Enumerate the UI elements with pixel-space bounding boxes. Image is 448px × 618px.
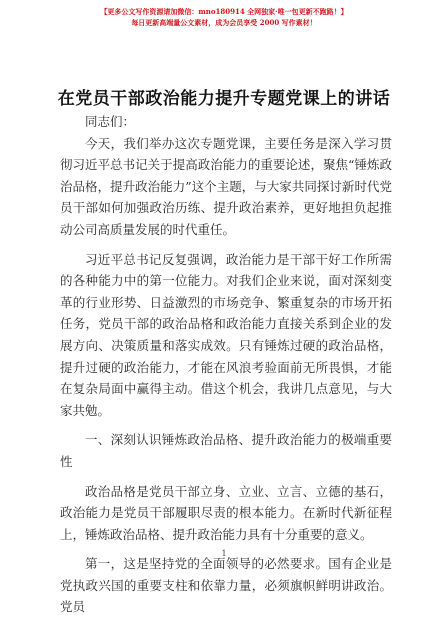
paragraph-2: 习近平总书记反复强调，政治能力是干部干好工作所需的各种能力中的第一位能力。对我们企业来说，面对深刻变革的行业形势、日益激烈的市场竞争、繁重复杂的市场开拓任务，党员干部的政治品格和政治能力直接关系到企业的发展方向、决策质量和落实成效。只有锤炼过硬的政治品格，提升过硬的政治能力，才能在风浪考验面前无所畏惧，才能在复杂局面中赢得主动。借这个机会，我讲几点意见，与大家共勉。 [60,251,392,418]
document-body [60,111,392,618]
promo-banner [0,6,448,28]
section-paragraph-2: 第一，这是坚持党的全面领导的必然要求。国有企业是党执政兴国的重要支柱和依靠力量，必须旗帜鲜明讲政治。党员 [60,556,392,615]
promo-banner-line-1: 【更多公文写作资源请加微信：mno180914 全网独家·唯一包更新不跑路！】 [100,7,348,16]
section-paragraph-1: 政治品格是党员干部立身、立业、立言、立德的基石，政治能力是党员干部履职尽责的根本能力。在新时代新征程上，锤炼政治品格、提升政治能力具有十分重要的意义。 [60,483,392,542]
greeting: 同志们： [85,114,136,129]
promo-banner-line-2: 每日更新高端量公文素材，成为会员享受 2000 写作素材！ [131,18,317,27]
document-title: 在党员干部政治能力提升专题党课上的讲话 [57,89,391,109]
paragraph-1: 今天，我们举办这次专题党课，主要任务是深入学习贯彻习近平总书记关于提高政治能力的重要论述，聚焦“锤炼政治品格，提升政治能力”这个主题，与大家共同探讨新时代党员干部如何加强政治历练、提升政治素养，更好地担负起推动公司高质量发展的时代重任。 [60,135,392,237]
page-number: 1 [221,549,227,558]
section-heading: 一、深刻认识锤炼政治品格、提升政治能力的极端重要性 [60,432,392,469]
